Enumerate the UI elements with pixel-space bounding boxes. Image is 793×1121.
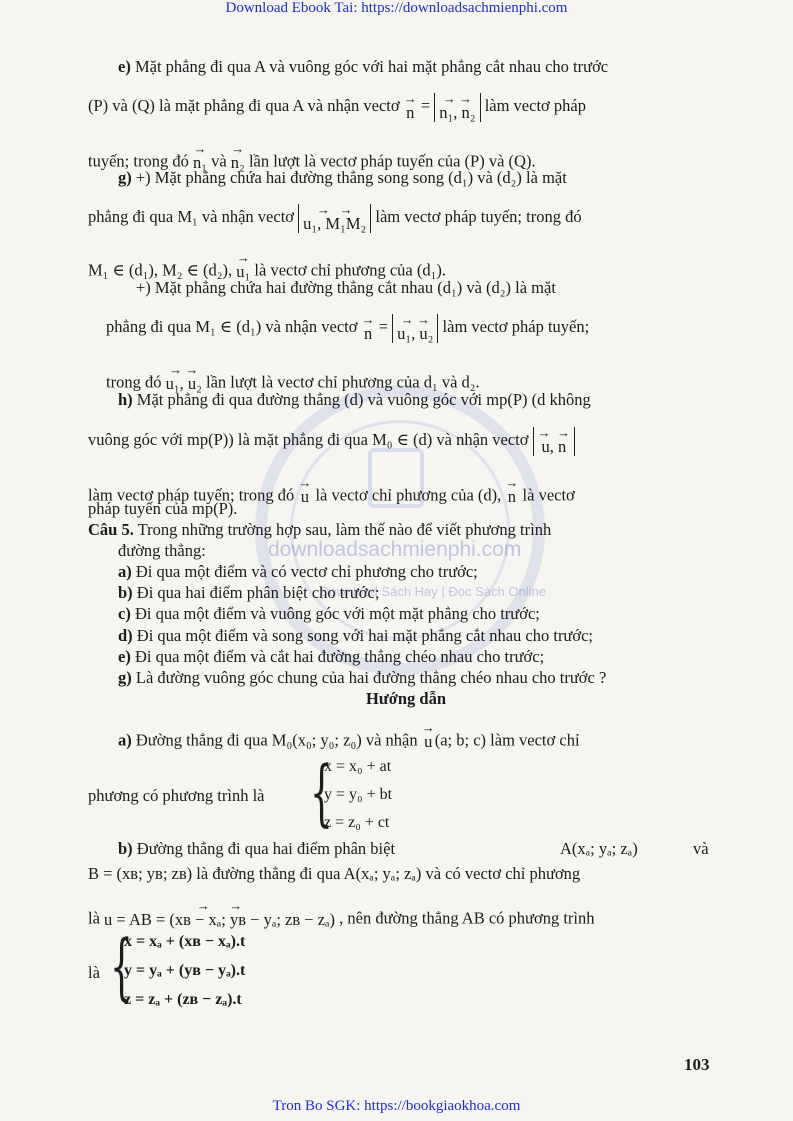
- guide-a-1: a) Đường thẳng đi qua M₀(x₀; y₀; z₀) và nhận → u (a; b; c) làm vectơ chỉ: [118, 720, 580, 751]
- cross-product-bracket: → → n₁, n₂: [434, 93, 480, 122]
- line-h-1: h) Mặt phẳng đi qua đường thẳng (d) và vuông góc với mp(P) (d không: [118, 390, 591, 409]
- question-5: Câu 5. Trong những trường hợp sau, làm thế nào để viết phương trình: [88, 520, 552, 539]
- guide-b-3: là → → u = AB = (xʙ − xₐ; yʙ − yₐ; zʙ − zₐ) , nên đường thẳng AB có phương trình: [88, 898, 595, 929]
- line-e-3: tuyến; trong đó → n₁ và → n₂ lần lượt là vectơ pháp tuyến của (P) và (Q).: [88, 141, 536, 172]
- question-5-line-2: đường thẳng:: [118, 541, 206, 560]
- question-5-item-b: b) Đi qua hai điểm phân biệt cho trước;: [118, 583, 380, 602]
- question-5-item-c: c) Đi qua một điểm và vuông góc với một mặt phẳng cho trước;: [118, 604, 540, 623]
- equation-system-b: { x = xₐ + (xʙ − xₐ).t y = yₐ + (yʙ − yₐ).t z = zₐ + (zʙ − zₐ).t: [110, 924, 246, 1008]
- line-h-4: pháp tuyến của mp(P).: [88, 499, 238, 518]
- page-number: 103: [684, 1055, 710, 1074]
- line-g-1: g) +) Mặt phẳng chứa hai đường thẳng song song (d₁) và (d₂) là mặt: [118, 168, 567, 187]
- line-g-6: trong đó → → u₁, u₂ lần lượt là vectơ chỉ phương của d₁ và d₂.: [106, 362, 480, 393]
- guide-b-1: b) Đường thẳng đi qua hai điểm phân biệt: [118, 839, 396, 858]
- guide-b-4: là: [88, 963, 100, 982]
- point-a: A(xₐ; yₐ; zₐ): [560, 839, 638, 858]
- guide-a-2: phương có phương trình là: [88, 786, 265, 805]
- guide-b-2: B = (xʙ; yʙ; zʙ) là đường thẳng đi qua A(xₐ; yₐ; zₐ) và có vectơ chỉ phương: [88, 864, 581, 883]
- line-e-2: (P) và (Q) là mặt phẳng đi qua A và nhận vectơ → n = → → n₁, n₂ làm vectơ pháp: [88, 91, 586, 122]
- line-g-4: +) Mặt phẳng chứa hai đường thẳng cắt nhau (d₁) và (d₂) là mặt: [136, 278, 556, 297]
- question-5-item-a: a) Đi qua một điểm và có vectơ chỉ phương cho trước;: [118, 562, 478, 581]
- line-g-3: M₁ ∈ (d₁), M₂ ∈ (d₂), → u₁ là vectơ chỉ phương của (d₁).: [88, 250, 446, 281]
- line-g-5: phẳng đi qua M₁ ∈ (d₁) và nhận vectơ → n = → → u₁, u₂ làm vectơ pháp tuyến;: [106, 312, 590, 343]
- guide-title: Hướng dẫn: [366, 689, 447, 708]
- footer-link[interactable]: Tron Bo SGK: https://bookgiaokhoa.com: [272, 1098, 521, 1114]
- equation-system-a: { x = x₀ + at y = y₀ + bt z = z₀ + ct: [310, 750, 393, 834]
- guide-b-and: và: [693, 839, 709, 858]
- question-5-item-g: g) Là đường vuông góc chung của hai đường thẳng chéo nhau cho trước ?: [118, 668, 607, 687]
- line-g-2: phẳng đi qua M₁ và nhận vectơ → → u₁, M₁M₂ làm vectơ pháp tuyến; trong đó: [88, 202, 582, 233]
- line-h-2: vuông góc với mp(P)) là mặt phẳng đi qua M₀ ∈ (d) và nhận vectơ → → u, n: [88, 427, 575, 456]
- watermark-subtext: Download Sách Hay | Đọc Sách Online: [320, 584, 546, 599]
- watermark-text: downloadsachmienphi.com: [268, 538, 522, 561]
- line-e-1: e) Mặt phẳng đi qua A và vuông góc với hai mặt phẳng cắt nhau cho trước: [118, 57, 609, 76]
- line-h-3: làm vectơ pháp tuyến; trong đó → u là vectơ chỉ phương của (d), → n là vectơ: [88, 475, 575, 506]
- header-link[interactable]: Download Ebook Tai: https://downloadsachmienphi.com: [225, 0, 568, 16]
- question-5-item-d: d) Đi qua một điểm và song song với hai mặt phẳng cắt nhau cho trước;: [118, 626, 594, 645]
- question-5-item-e: e) Đi qua một điểm và cắt hai đường thẳng chéo nhau cho trước;: [118, 647, 545, 666]
